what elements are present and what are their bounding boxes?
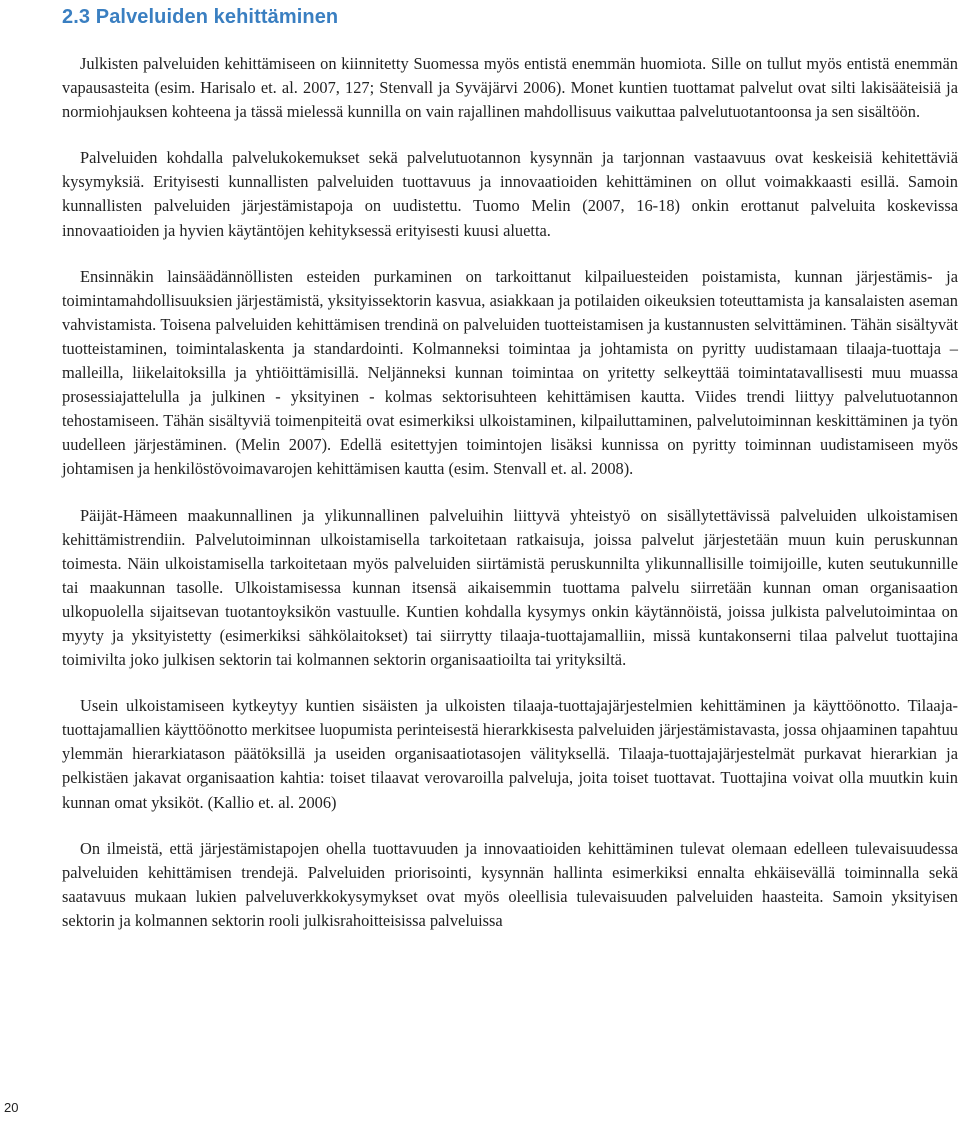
paragraph-3: Ensinnäkin lainsäädännöllisten esteiden purkaminen on tarkoittanut kilpailuesteiden poistamista, kunnan järjestämis- ja toimintamahdollisuuksien järjestämistä, yksityissektorin kasvua, asiakkaan ja potilaiden oikeuksien toteuttamista ja kansalaisten aseman vahvistamista. Toisena palveluiden kehittämisen trendinä on palveluiden tuotteistamisen ja kustannusten selvittäminen. Tähän sisältyvät tuotteistaminen, toimintalaskenta ja standardointi. Kolmanneksi toimintaa ja johtamista on pyritty uudistamaan tilaaja-tuottaja –malleilla, liikelaitoksilla ja yhtiöittämisillä. Neljänneksi kunnan toimintaa on yritetty selkeyttää toimintatavallisesti muu muassa prosessiajattelulla ja julkinen - yksityinen - kolmas sektorisuhteen kehittämisen kautta. Viides trendi liittyy palvelutuotannon tehostamiseen. Tähän sisältyviä toimenpiteitä ovat esimerkiksi ulkoistaminen, kilpailuttaminen, palvelutoiminnan keskittäminen ja työn uudelleen järjestäminen. (Melin 2007). Edellä esitettyjen toimintojen lisäksi kunnissa on pyritty toiminnan uudistamiseen myös johtamisen ja henkilöstövoimavarojen kehittämisen kautta (esim. Stenvall et. al. 2008).	[62, 266, 958, 479]
paragraph-1: Julkisten palveluiden kehittämiseen on kiinnitetty Suomessa myös entistä enemmän huomiota. Sille on tullut myös entistä enemmän vapausasteita (esim. Harisalo et. al. 2007, 127; Stenvall ja Syväjärvi 2006). Monet kuntien tuottamat palvelut ovat silti lakisääteisiä ja normiohjauksen kohteena ja tässä mielessä kunnilla on vain rajallinen mahdollisuus vaikuttaa palvelutuotantoonsa ja sen sisältöön.	[62, 54, 958, 122]
paragraph-5: Usein ulkoistamiseen kytkeytyy kuntien sisäisten ja ulkoisten tilaaja-tuottajajärjestelmien kehittäminen ja käyttöönotto. Tilaaja-tuottajamallien käyttöönotto merkitsee luopumista perinteisestä hierarkkisesta palveluiden järjestämistavasta, jossa ohjaaminen tapahtuu ylemmän hierarkiatason päätöksillä ja useiden organisaatiotasojen välityksellä. Tilaaja-tuottajajärjestelmät purkavat hierarkian ja pelkistäen jakavat organisaation kahtia: toiset tilaavat verovaroilla palveluja, joita toiset tuottavat. Tuottajina voivat olla muutkin kuin kunnan omat yksiköt. (Kallio et. al. 2006)	[62, 696, 958, 812]
paragraph-2: Palveluiden kohdalla palvelukokemukset sekä palvelutuotannon kysynnän ja tarjonnan vastaavuus ovat keskeisiä kehitettäviä kysymyksiä. Erityisesti kunnallisten palveluiden tuottavuus ja innovaatioiden kehittäminen on ollut voimakkaasti esillä. Samoin kunnallisten palveluiden järjestämistapoja on uudistettu. Tuomo Melin (2007, 16-18) onkin erottanut palveluita koskevissa innovaatioiden ja hyvien käytäntöjen kehityksessä erityisesti kuusi aluetta.	[62, 148, 958, 240]
body-text	[62, 52, 958, 955]
paragraph-6: On ilmeistä, että järjestämistapojen ohella tuottavuuden ja innovaatioiden kehittäminen tulevat olemaan edelleen tulevaisuudessa palveluiden kehittämisen trendejä. Palveluiden priorisointi, kysynnän hallinta esimerkiksi ennalta ehkäisevällä toiminnalla sekä saatavuus mukaan lukien palveluverkkokysymykset ovat myös oleellisia tulevaisuuden palveluiden haasteita. Samoin yksityisen sektorin ja kolmannen sektorin rooli julkisrahoitteisissa palveluissa	[62, 838, 958, 930]
section-heading: 2.3 Palveluiden kehittäminen	[62, 6, 339, 28]
paragraph-4: Päijät-Hämeen maakunnallinen ja ylikunnallinen palveluihin liittyvä yhteistyö on sisällytettävissä palveluiden ulkoistamisen kehittämistrendiin. Palvelutoiminnan ulkoistamisella tarkoitetaan ratkaisuja, joissa palvelut järjestetään muun kuin peruskunnan toimesta. Näin ulkoistamisella tarkoitetaan myös palveluiden siirtämistä peruskunnilta ylikunnallisille toimijoille, kuten seutukunnille tai maakunnan tasolle. Ulkoistamisessa kunnan itsensä aikaisemmin tuottama palvelu siirretään kunnan oman organisaation ulkopuolella sijaitsevan tuotantoyksikön vastuulle. Kuntien kohdalla kysymys onkin käytännöistä, joissa julkista palvelutoimintaa on myyty ja yksityistetty (esimerkiksi sähkölaitokset) tai siirrytty tilaaja-tuottajamalliin, missä kuntakonserni tilaa palvelut tuottajina toimivilta joko julkisen sektorin tai kolmannen sektorin organisaatioilta tai yrityksiltä.	[62, 505, 958, 670]
page-number: 20	[4, 1100, 19, 1115]
